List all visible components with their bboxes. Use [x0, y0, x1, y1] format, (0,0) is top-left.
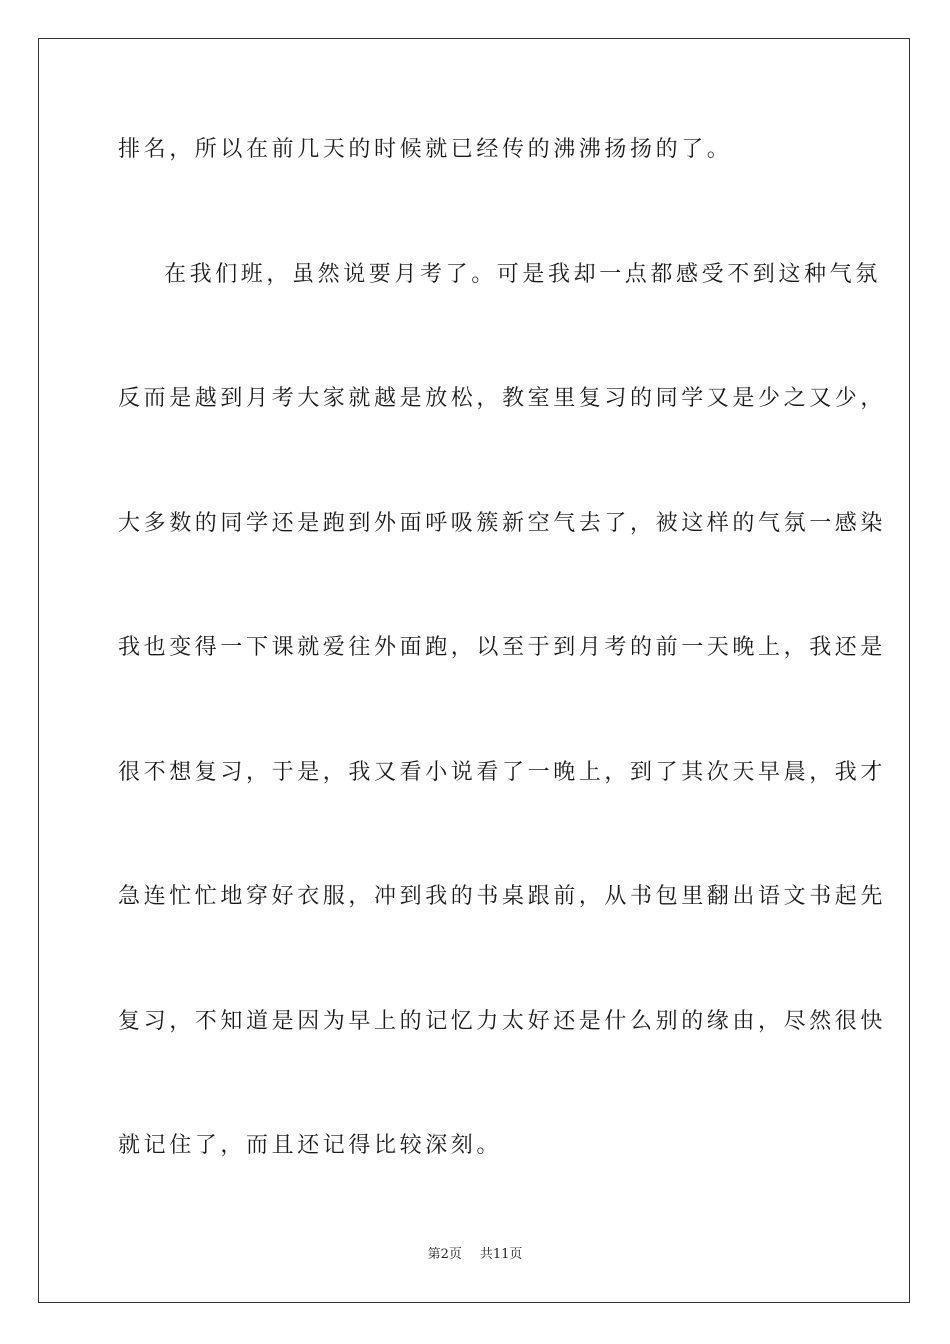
text-line-6: 很不想复习，于是，我又看小说看了一晚上，到了其次天早晨，我才: [118, 760, 887, 785]
text-line-7: 急连忙忙地穿好衣服，冲到我的书桌跟前，从书包里翻出语文书起先: [118, 884, 887, 909]
page-footer: [0, 1246, 950, 1264]
text-line-8: 复习，不知道是因为早上的记忆力太好还是什么别的缘由，尽然很快: [118, 1009, 887, 1034]
paragraph-start-line: 在我们班，虽然说要月考了。可是我却一点都感受不到这种气氛: [164, 262, 881, 287]
text-line-1: 排名，所以在前几天的时候就已经传的沸沸扬扬的了。: [118, 137, 733, 162]
text-line-4: 大多数的同学还是跑到外面呼吸簇新空气去了，被这样的气氛一感染: [118, 511, 887, 536]
text-line-9: 就记住了，而且还记得比较深刻。: [118, 1133, 503, 1158]
total-pages: 共11页: [479, 1247, 523, 1262]
text-line-5: 我也变得一下课就爱往外面跑，以至于到月考的前一天晚上，我还是: [118, 635, 887, 660]
page-border: [38, 38, 910, 1303]
text-line-3: 反而是越到月考大家就越是放松，教室里复习的同学又是少之又少，: [118, 386, 887, 411]
page-number: 第2页: [427, 1247, 462, 1262]
